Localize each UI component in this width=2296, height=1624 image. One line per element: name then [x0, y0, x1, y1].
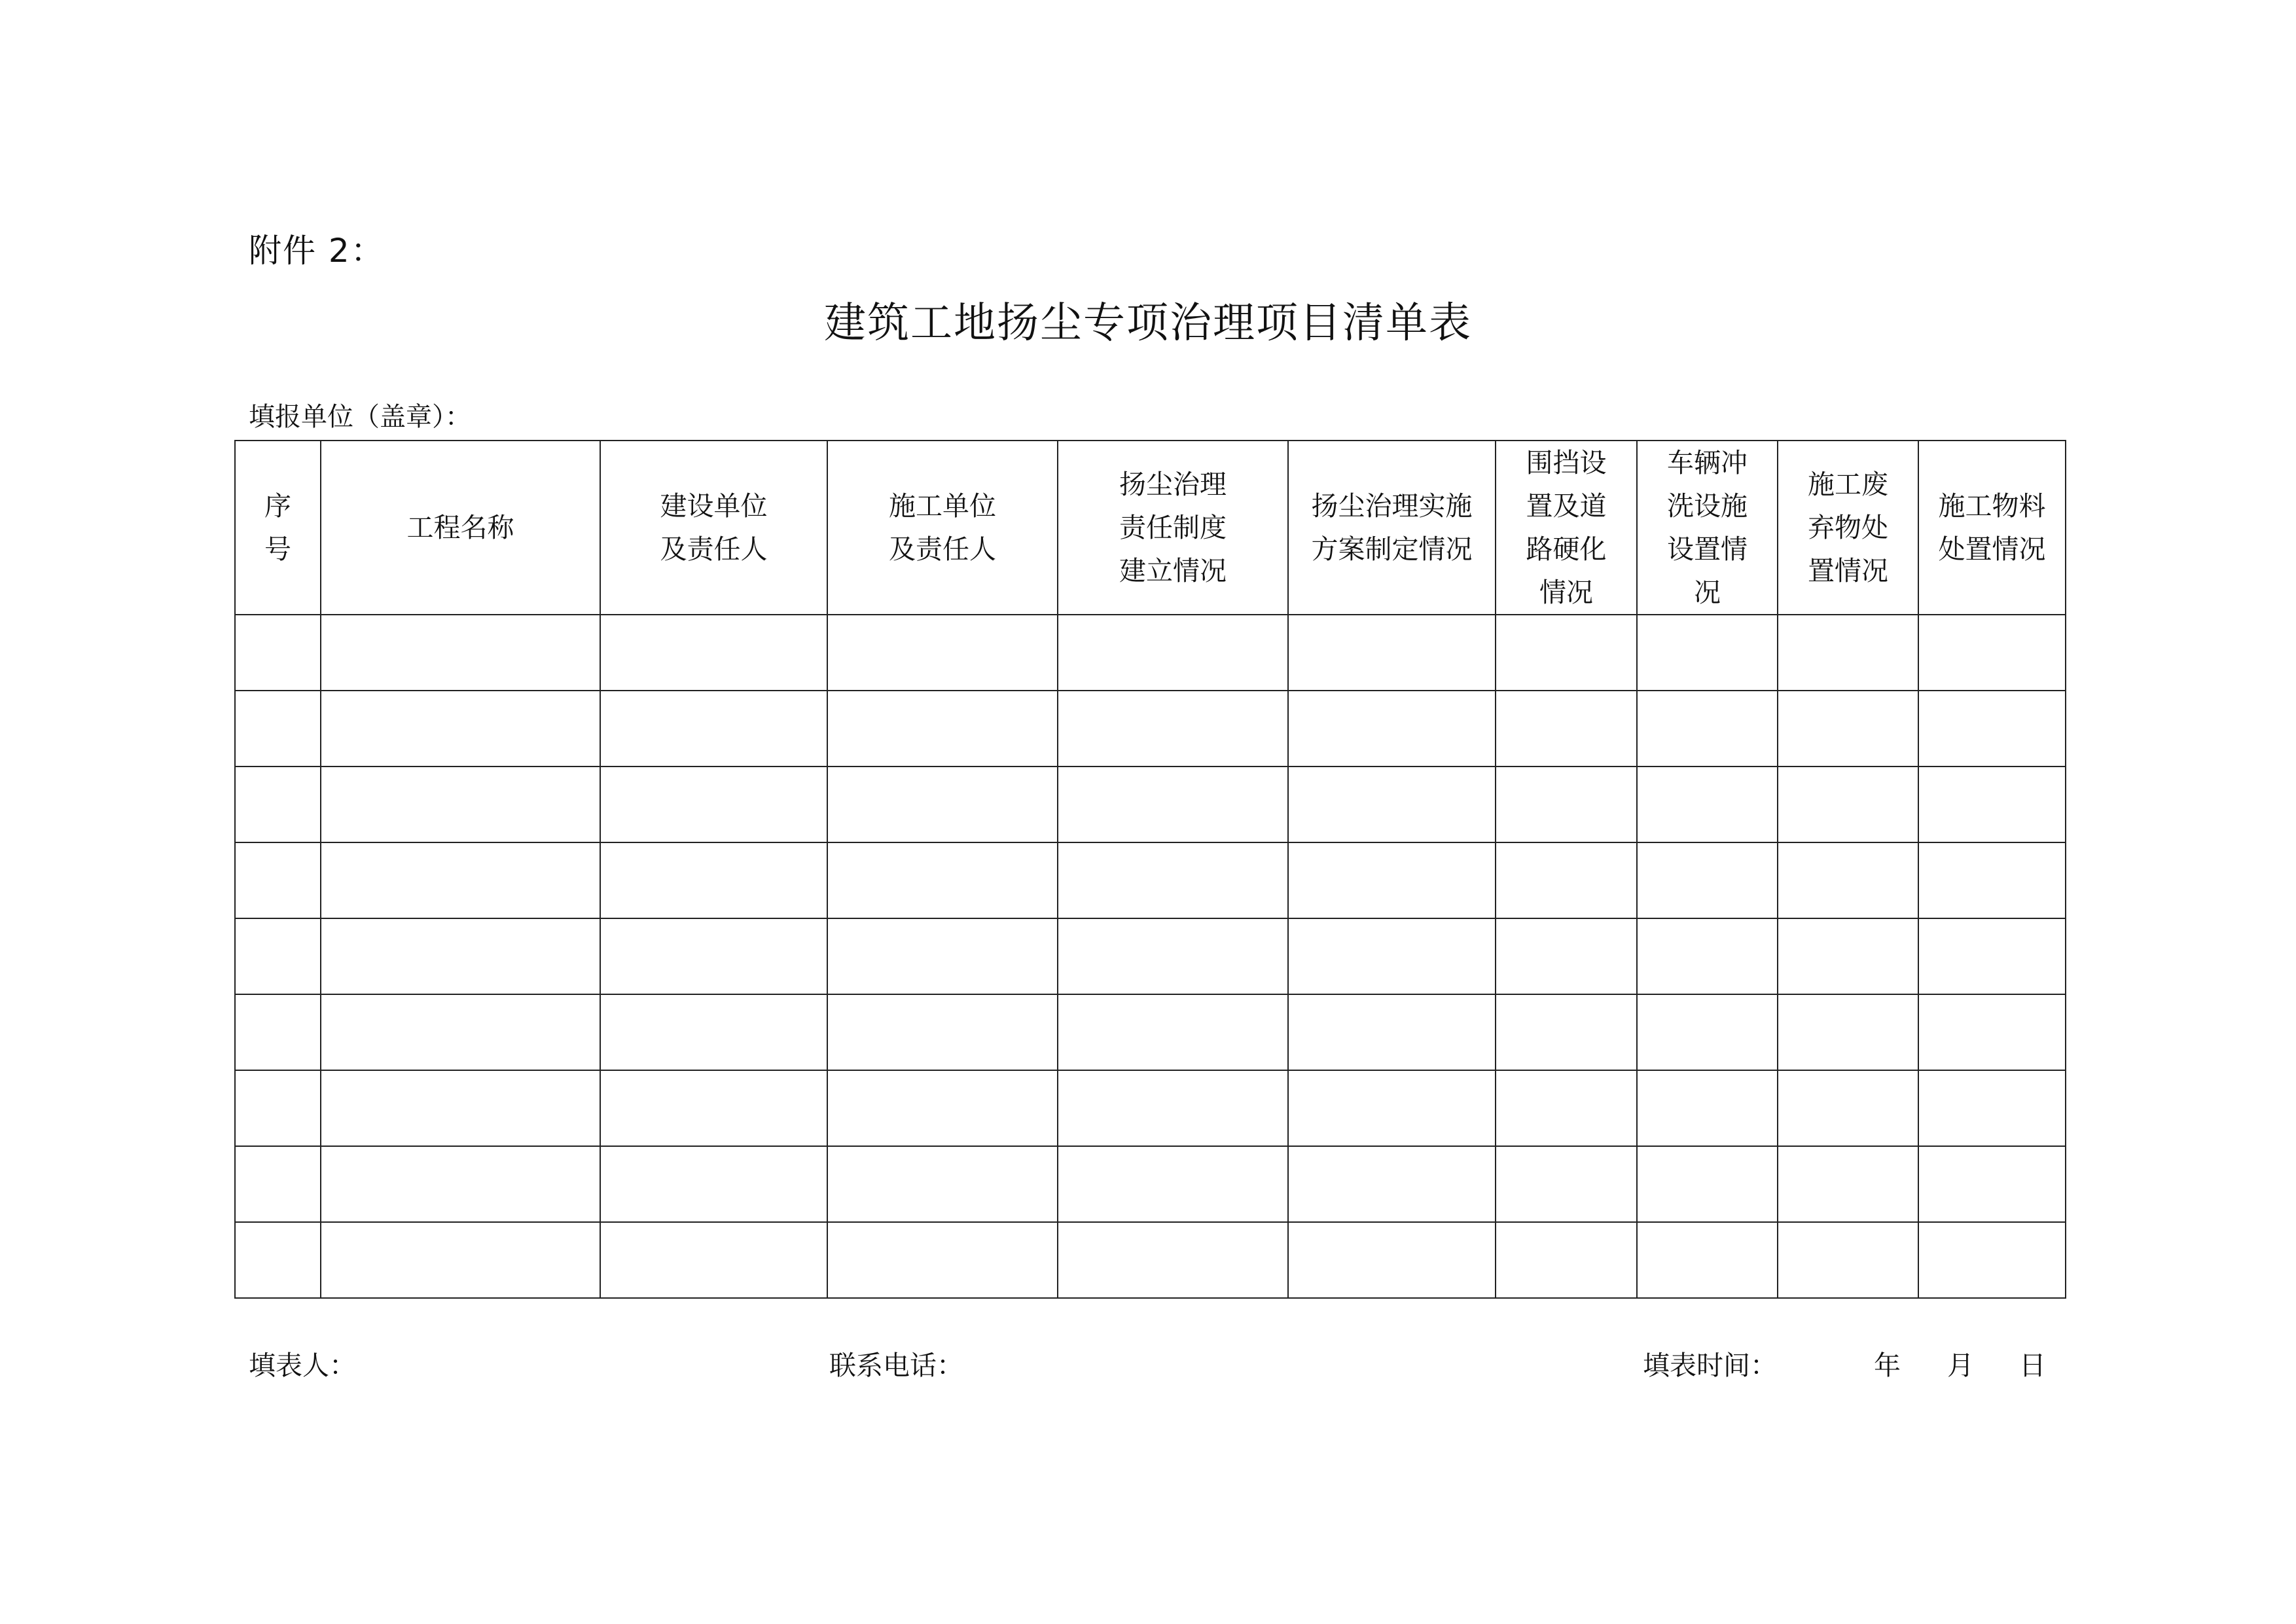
unit-label: 填报单位（盖章）： [249, 402, 471, 432]
table-cell [1496, 1222, 1637, 1298]
table-cell [1778, 1222, 1918, 1298]
column-header [600, 441, 827, 615]
table-cell [1058, 1222, 1288, 1298]
table-cell [321, 767, 600, 842]
column-header-line: 施工物料 [1938, 490, 2046, 522]
table-cell [1918, 842, 2066, 918]
table-cell [600, 1070, 827, 1146]
table-cell [1496, 1070, 1637, 1146]
table-cell [600, 615, 827, 691]
table-row [235, 767, 2066, 842]
table-cell [235, 1146, 321, 1222]
page-title: 建筑工地扬尘专项治理项目清单表 [824, 299, 1472, 348]
column-header-line: 车辆冲 [1667, 447, 1748, 478]
column-header-line: 情况 [1539, 577, 1593, 608]
table-cell [1778, 994, 1918, 1070]
table-cell [1637, 994, 1778, 1070]
table-cell [1288, 1146, 1496, 1222]
table-cell [600, 691, 827, 767]
table-cell [321, 918, 600, 994]
table-cell [1637, 918, 1778, 994]
table-cell [1637, 1146, 1778, 1222]
table-cell [1058, 1146, 1288, 1222]
column-header-line: 扬尘治理 [1119, 469, 1227, 500]
column-header-line: 及责任人 [889, 533, 996, 565]
table-cell [1637, 691, 1778, 767]
column-header-line: 及责任人 [660, 533, 768, 565]
column-header [827, 441, 1058, 615]
column-header [1918, 441, 2066, 615]
table-cell [1058, 1070, 1288, 1146]
table-cell [235, 1222, 321, 1298]
table-cell [1496, 615, 1637, 691]
table-cell [321, 691, 600, 767]
table-cell [1918, 918, 2066, 994]
table-cell [1778, 615, 1918, 691]
filler-label: 填表人： [249, 1350, 356, 1381]
table-cell [1637, 1070, 1778, 1146]
table-cell [235, 691, 321, 767]
table-cell [321, 1146, 600, 1222]
table-cell [827, 691, 1058, 767]
table-cell [1058, 918, 1288, 994]
table-cell [321, 994, 600, 1070]
table-cell [1288, 1222, 1496, 1298]
table-cell [1496, 842, 1637, 918]
column-header-line: 路硬化 [1526, 533, 1607, 565]
table-body [235, 615, 2066, 1298]
table-cell [1288, 767, 1496, 842]
column-header-line: 建设单位 [660, 490, 768, 522]
table-cell [600, 842, 827, 918]
column-header-line: 建立情况 [1119, 555, 1227, 586]
table-cell [827, 1222, 1058, 1298]
table-cell [827, 1070, 1058, 1146]
month-label: 月 [1947, 1350, 1974, 1381]
table-cell [1637, 1222, 1778, 1298]
column-header [1058, 441, 1288, 615]
table-cell [321, 1070, 600, 1146]
year-label: 年 [1874, 1350, 1901, 1381]
table-cell [235, 842, 321, 918]
table-cell [827, 842, 1058, 918]
column-header-line: 号 [264, 533, 291, 565]
table-cell [1918, 615, 2066, 691]
column-header-line: 方案制定情况 [1311, 533, 1473, 565]
table-cell [1058, 767, 1288, 842]
table-cell [235, 994, 321, 1070]
column-header-line: 弃物处 [1808, 512, 1888, 543]
fill-time-label: 填表时间： [1643, 1350, 1777, 1381]
table-cell [600, 918, 827, 994]
table-cell [1496, 994, 1637, 1070]
column-header [1778, 441, 1918, 615]
column-header [321, 441, 600, 615]
column-header [1637, 441, 1778, 615]
table-cell [321, 1222, 600, 1298]
column-header-line: 围挡设 [1526, 447, 1607, 478]
table-cell [1778, 1146, 1918, 1222]
column-header-line: 序 [264, 490, 291, 522]
attachment-label: 附件 2： [249, 232, 385, 270]
table-cell [1496, 691, 1637, 767]
table-row [235, 1146, 2066, 1222]
phone-label: 联系电话： [829, 1350, 963, 1381]
table-cell [827, 615, 1058, 691]
table-cell [1288, 918, 1496, 994]
table-cell [1058, 842, 1288, 918]
table-cell [1288, 994, 1496, 1070]
table-cell [1778, 1070, 1918, 1146]
table-cell [1637, 615, 1778, 691]
table-cell [1918, 691, 2066, 767]
column-header-line: 工程名称 [406, 512, 514, 543]
table-cell [1637, 767, 1778, 842]
project-list-table [234, 440, 2066, 1299]
table-cell [1058, 994, 1288, 1070]
table-cell [1778, 767, 1918, 842]
table-cell [235, 1070, 321, 1146]
column-header [1496, 441, 1637, 615]
table-cell [600, 1146, 827, 1222]
table-row [235, 918, 2066, 994]
table-cell [1496, 918, 1637, 994]
table-row [235, 1222, 2066, 1298]
table-cell [827, 918, 1058, 994]
table-cell [1288, 842, 1496, 918]
table-row [235, 691, 2066, 767]
table-cell [321, 842, 600, 918]
column-header-line: 况 [1694, 577, 1721, 608]
table-cell [1778, 918, 1918, 994]
table-cell [1288, 615, 1496, 691]
table-cell [235, 615, 321, 691]
table-header-row [235, 441, 2066, 615]
table-cell [1778, 691, 1918, 767]
table-cell [1496, 1146, 1637, 1222]
table-cell [1288, 691, 1496, 767]
column-header-line: 设置情 [1667, 533, 1748, 565]
day-label: 日 [2019, 1350, 2046, 1381]
table-row [235, 994, 2066, 1070]
table-cell [827, 1146, 1058, 1222]
table-cell [1778, 842, 1918, 918]
table-cell [1496, 767, 1637, 842]
table-cell [1918, 1070, 2066, 1146]
column-header-line: 处置情况 [1938, 533, 2046, 565]
column-header-line: 置及道 [1526, 490, 1607, 522]
table-cell [1918, 994, 2066, 1070]
table-cell [321, 615, 600, 691]
column-header-line: 施工单位 [889, 490, 996, 522]
table-row [235, 842, 2066, 918]
table-cell [600, 767, 827, 842]
table-cell [1058, 691, 1288, 767]
table-cell [1918, 1222, 2066, 1298]
table-row [235, 1070, 2066, 1146]
table-row [235, 615, 2066, 691]
table-cell [600, 1222, 827, 1298]
table-cell [1637, 842, 1778, 918]
table-cell [1918, 1146, 2066, 1222]
column-header [235, 441, 321, 615]
column-header-line: 施工废 [1808, 469, 1888, 500]
table-cell [1288, 1070, 1496, 1146]
table-cell [235, 767, 321, 842]
table-cell [600, 994, 827, 1070]
table-cell [235, 918, 321, 994]
column-header [1288, 441, 1496, 615]
table-cell [827, 767, 1058, 842]
table-cell [1918, 767, 2066, 842]
column-header-line: 置情况 [1808, 555, 1888, 586]
table-cell [1058, 615, 1288, 691]
column-header-line: 责任制度 [1119, 512, 1227, 543]
column-header-line: 扬尘治理实施 [1311, 490, 1473, 522]
table-cell [827, 994, 1058, 1070]
column-header-line: 洗设施 [1667, 490, 1748, 522]
